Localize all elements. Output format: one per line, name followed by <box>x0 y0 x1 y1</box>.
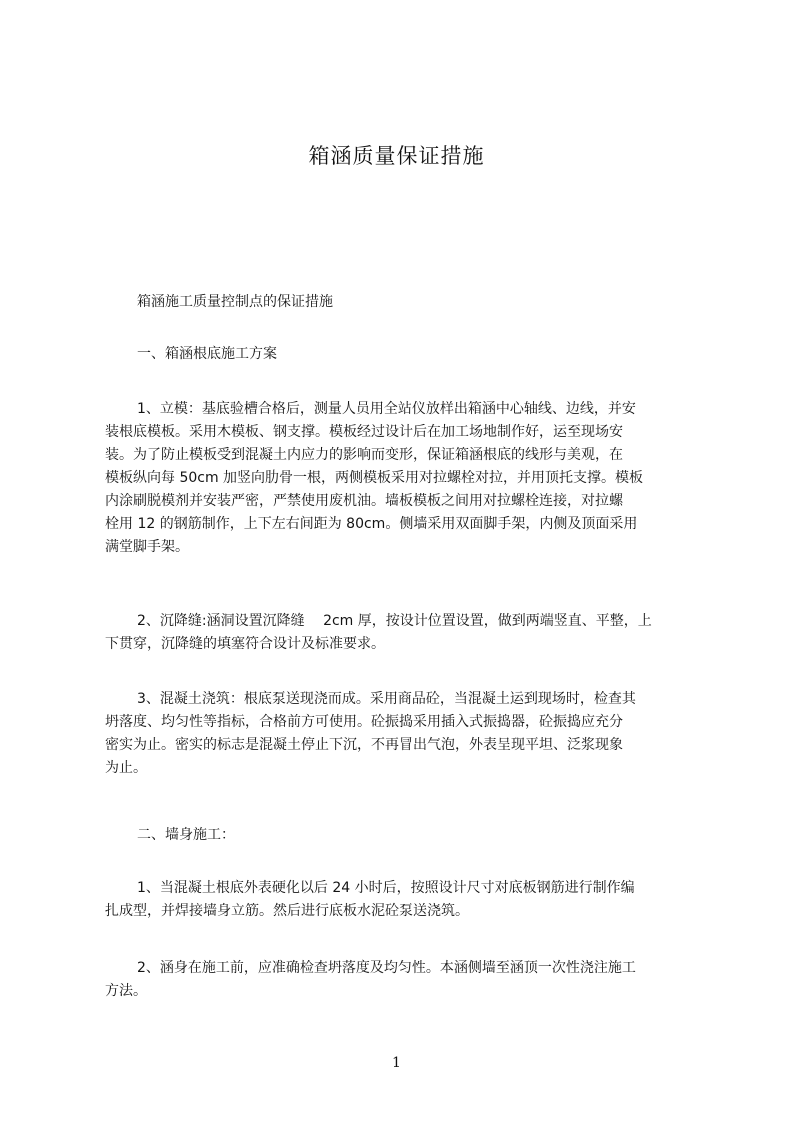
text-line: 1、立模：基底验槽合格后，测量人员用全站仪放样出箱涵中心轴线、边线，并安 <box>137 401 636 417</box>
section-heading-1 <box>105 343 709 366</box>
text-line: 密实为止。密实的标志是混凝土停止下沉，不再冒出气泡，外表呈现平坦、泛浆现象 <box>105 737 623 753</box>
text-line: 满堂脚手架。 <box>105 539 189 555</box>
text-line: 坍落度、均匀性等指标，合格前方可使用。砼振捣采用插入式振捣器，砼振捣应充分 <box>105 714 623 730</box>
text-line: 一、箱涵根底施工方案 <box>137 346 277 362</box>
text-line: 1、当混凝土根底外表硬化以后 24 小时后，按照设计尺寸对底板钢筋进行制作编 <box>137 880 635 896</box>
text-line: 为止。 <box>105 760 147 776</box>
intro-heading <box>105 291 709 314</box>
paragraph-concrete-pouring <box>105 688 709 780</box>
section-heading-2 <box>105 824 709 847</box>
text-line: 3、混凝土浇筑：根底泵送现浇而成。采用商品砼，当混凝土运到现场时，检查其 <box>137 691 636 707</box>
text-line: 方法。 <box>105 983 147 999</box>
text-line: 装根底模板。采用木模板、钢支撑。模板经过设计后在加工场地制作好，运至现场安 <box>105 424 623 440</box>
paragraph-settlement-joint <box>105 610 709 656</box>
text-line: 内涂刷脱模剂并安装严密，严禁使用废机油。墙板模板之间用对拉螺栓连接，对拉螺 <box>105 493 623 509</box>
text-line: 箱涵施工质量控制点的保证措施 <box>137 294 333 310</box>
paragraph-wall-rebar <box>105 877 709 923</box>
document-title: 箱涵质量保证措施 <box>308 144 485 168</box>
text-line: 扎成型，并焊接墙身立筋。然后进行底板水泥砼泵送浇筑。 <box>105 903 469 919</box>
text-line: 2、沉降缝:涵洞设置沉降缝 2cm 厚，按设计位置设置，做到两端竖直、平整，上 <box>137 613 652 629</box>
text-line: 下贯穿，沉降缝的填塞符合设计及标准要求。 <box>105 636 385 652</box>
text-line: 二、墙身施工： <box>137 827 235 843</box>
text-line: 模板纵向每 50cm 加竖向肋骨一根，两侧模板采用对拉螺栓对拉，并用顶托支撑。模板 <box>105 470 644 486</box>
text-line: 栓用 12 的钢筋制作，上下左右间距为 80cm。侧墙采用双面脚手架，内侧及顶面采用 <box>105 516 638 532</box>
text-line: 2、涵身在施工前，应准确检查坍落度及均匀性。本涵侧墙至涵顶一次性浇注施工 <box>137 960 636 976</box>
paragraph-formwork <box>105 398 709 559</box>
paragraph-wall-pouring <box>105 957 709 1003</box>
text-line: 装。为了防止模板受到混凝土内应力的影响而变形，保证箱涵根底的线形与美观，在 <box>105 447 623 463</box>
page-number: 1 <box>392 1055 401 1071</box>
